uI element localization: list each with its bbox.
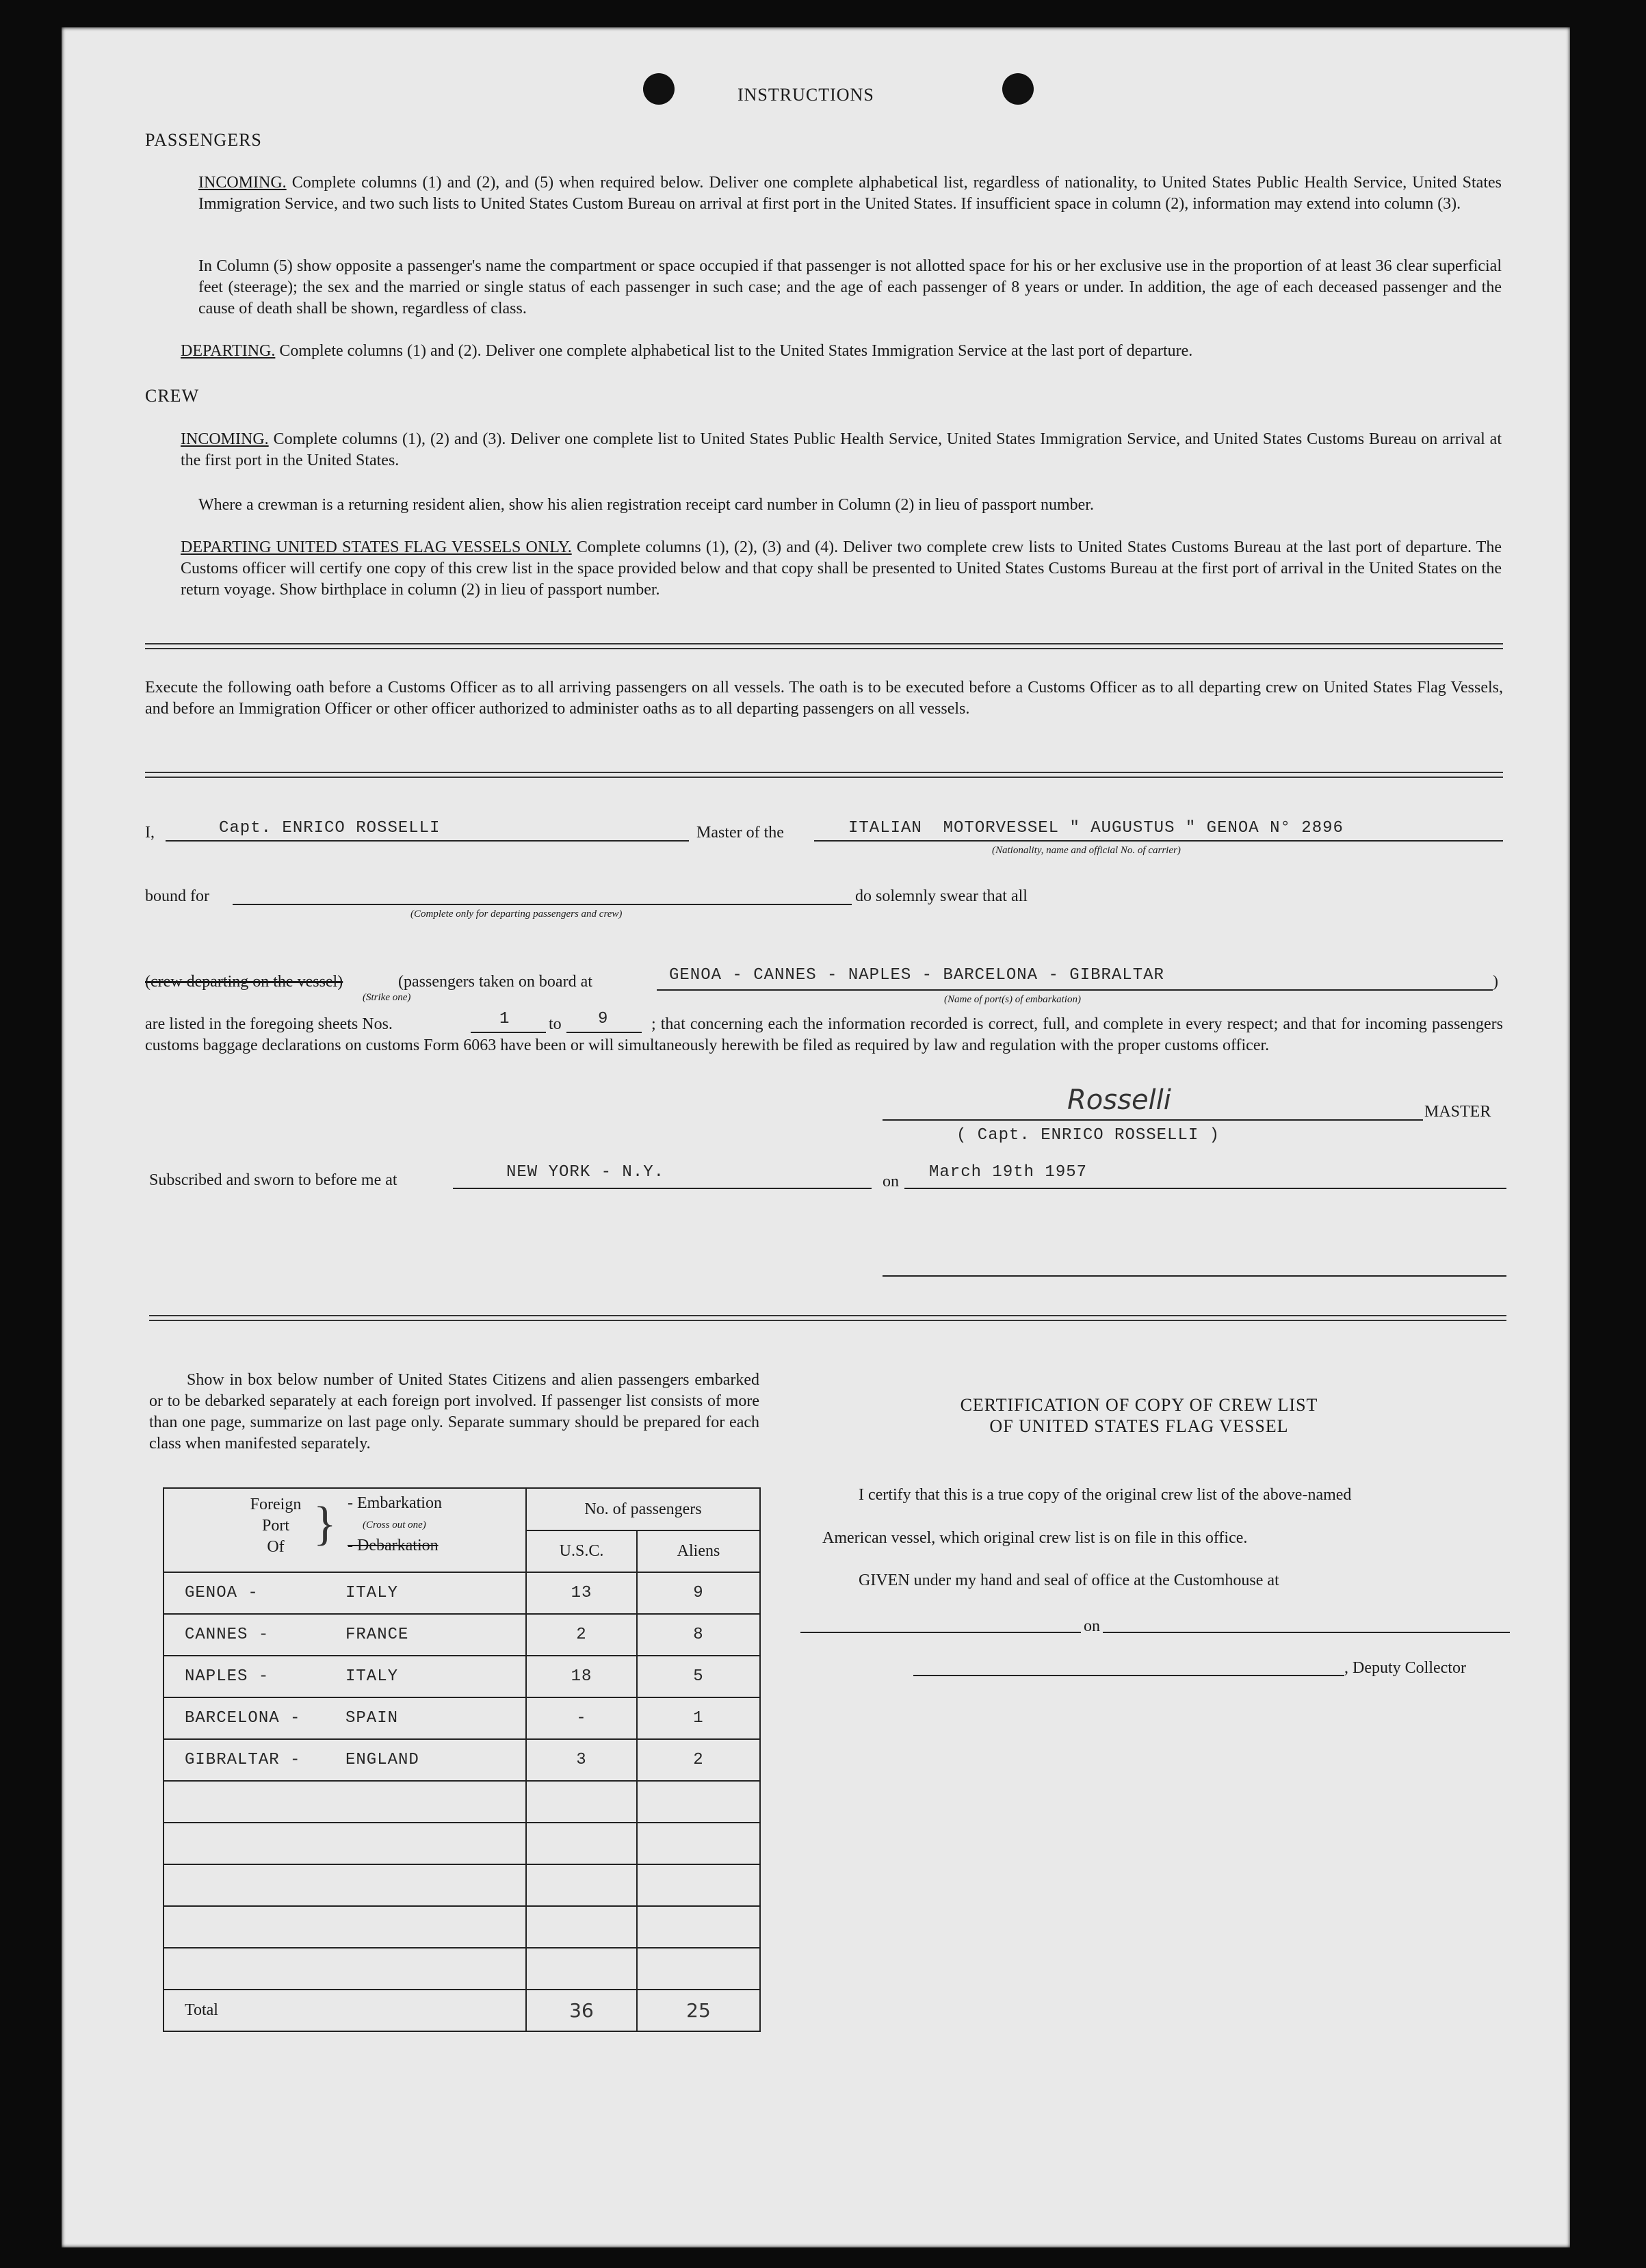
total-usc: 36 — [526, 1990, 637, 2031]
empty-row — [164, 1948, 760, 1990]
vessel-caption: (Nationality, name and official No. of carrier) — [992, 845, 1181, 856]
total-label: Total — [164, 1990, 526, 2031]
aliens-count: 5 — [637, 1656, 760, 1697]
brace-glyph: } — [313, 1498, 337, 1550]
header-aliens: Aliens — [637, 1530, 760, 1572]
master-name: Capt. ENRICO ROSSELLI — [219, 819, 441, 837]
header-foreign: Foreign — [250, 1496, 302, 1513]
ports-field[interactable] — [657, 989, 1493, 991]
passengers-column5: In Column (5) show opposite a passenger's name the compartment or space occupied if that passenger is not allotted space for his or her exclusive use in the proportion of at least 36 clear superficial feet (steerage); the sex and the married or single status of each passenger in such case; and the age of each passenger of 8 years or under. In addition, the age of each deceased passenger and the cause of death shall be shown, regardless of class. — [198, 257, 1502, 317]
listed-label: are listed in the foregoing sheets Nos. — [145, 1015, 393, 1033]
table-row — [164, 1656, 760, 1697]
table-row — [164, 1697, 760, 1739]
embarkation-ports: GENOA - CANNES - NAPLES - BARCELONA - GIBRALTAR — [669, 966, 1164, 985]
deputy-collector-label: , Deputy Collector — [1344, 1659, 1466, 1677]
empty-row — [164, 1906, 760, 1948]
sheet-to: 9 — [598, 1010, 609, 1028]
bound-caption: (Complete only for departing passengers and crew) — [410, 909, 623, 920]
ports-caption: (Name of port(s) of embarkation) — [944, 994, 1081, 1005]
port-cell — [164, 1656, 526, 1697]
passengers-heading: PASSENGERS — [145, 130, 262, 150]
port-name: NAPLES - — [185, 1667, 270, 1686]
passengers-departing-label: DEPARTING. — [181, 342, 276, 360]
port-country: SPAIN — [345, 1709, 399, 1728]
master-of-label: Master of the — [696, 824, 784, 842]
on-label: on — [883, 1173, 899, 1190]
header-of: Of — [267, 1538, 285, 1556]
port-cell — [164, 1572, 526, 1614]
crew-incoming — [181, 429, 1502, 471]
master-name-field[interactable] — [166, 840, 689, 842]
header-embarkation: - Embarkation — [348, 1494, 442, 1512]
port-cell — [164, 1739, 526, 1781]
oath-intro: Execute the following oath before a Customs Officer as to all arriving passengers on all vessels. The oath is to be executed before a Customs Officer as to all departing crew on United States Flag Vessels, and before an Immigration Officer or other officer authorized to administer oaths as to all departing passengers on all vessels. — [145, 679, 1503, 718]
usc-count: 2 — [526, 1614, 637, 1656]
summary-instructions: Show in box below number of United States Citizens and alien passengers embarked or to be debarked separately at each foreign port involved. If passenger list consists of more than one page, summarize on last page only. Separate summary should be prepared for each class when manifested separately. — [149, 1371, 759, 1452]
port-cell — [164, 1614, 526, 1656]
close-paren: ) — [1493, 973, 1498, 991]
master-label: MASTER — [1424, 1103, 1491, 1121]
swear-text: do solemnly swear that all — [855, 887, 1028, 905]
certification-line3: GIVEN under my hand and seal of office at the Customhouse at — [859, 1572, 1279, 1589]
header-usc: U.S.C. — [526, 1530, 637, 1572]
header-no-passengers: No. of passengers — [526, 1488, 760, 1530]
table-header-row — [164, 1488, 760, 1530]
port-header — [164, 1488, 526, 1572]
crew-departing-label: DEPARTING UNITED STATES FLAG VESSELS ONLY. — [181, 538, 572, 556]
to-label: to — [549, 1015, 562, 1033]
passengers-taken: (passengers taken on board at — [398, 973, 592, 991]
certification-title-line2: OF UNITED STATES FLAG VESSEL — [989, 1416, 1289, 1436]
certification-date-field[interactable] — [1103, 1632, 1510, 1633]
crew-departing-struck: (crew departing on the vessel) — [145, 973, 343, 991]
strike-caption: (Strike one) — [363, 992, 411, 1003]
signer-printed-name: ( Capt. ENRICO ROSSELLI ) — [956, 1126, 1220, 1145]
table-row — [164, 1572, 760, 1614]
usc-count: 3 — [526, 1739, 637, 1781]
header-cross-out: (Cross out one) — [363, 1520, 426, 1530]
certification-line1: I certify that this is a true copy of the original crew list of the above-named — [859, 1486, 1352, 1504]
crew-incoming-text: Complete columns (1), (2) and (3). Deliver one complete list to United States Public Health Service, United States Immigration Service, and United States Customs Bureau on arrival at the first port in the United States. — [181, 430, 1502, 469]
crew-departing — [181, 537, 1502, 601]
certification-on-label: on — [1084, 1617, 1100, 1635]
bound-for-field[interactable] — [233, 904, 852, 905]
passengers-incoming — [198, 172, 1502, 215]
table-row — [164, 1739, 760, 1781]
passengers-incoming-label: INCOMING. — [198, 174, 287, 192]
certification-line2: American vessel, which original crew list is on file in this office. — [822, 1529, 1248, 1547]
empty-row — [164, 1864, 760, 1906]
port-cell — [164, 1697, 526, 1739]
port-name: CANNES - — [185, 1626, 270, 1644]
certification-title-line1: CERTIFICATION OF COPY OF CREW LIST — [960, 1395, 1318, 1415]
total-aliens: 25 — [637, 1990, 760, 2031]
sheet-from: 1 — [499, 1010, 510, 1028]
port-name: BARCELONA - — [185, 1709, 301, 1728]
certification-title — [848, 1394, 1430, 1437]
usc-count: - — [526, 1697, 637, 1739]
crew-resident: Where a crewman is a returning resident alien, show his alien registration receipt card number in Column (2) in lieu of passport number. — [198, 496, 1094, 514]
passengers-incoming-text: Complete columns (1) and (2), and (5) when required below. Deliver one complete alphabetical list, regardless of nationality, to United States Public Health Service, United States Immigration Service, and two such lists to United States Custom Bureau on arrival at first port in the United States. If insufficient space in column (2), information may extend into column (3). — [198, 174, 1502, 213]
aliens-count: 9 — [637, 1572, 760, 1614]
bound-for-label: bound for — [145, 887, 209, 905]
port-country: FRANCE — [345, 1626, 409, 1644]
master-signature-line[interactable] — [883, 1119, 1423, 1121]
officer-signature-line[interactable] — [883, 1275, 1506, 1277]
header-debarkation: - Debarkation — [348, 1537, 439, 1554]
port-name: GIBRALTAR - — [185, 1751, 301, 1769]
sworn-place-field[interactable] — [453, 1188, 872, 1189]
page-title: INSTRUCTIONS — [737, 85, 874, 105]
passengers-departing-text: Complete columns (1) and (2). Deliver one complete alphabetical list to the United States Immigration Service at the last port of departure. — [279, 342, 1193, 360]
sworn-date: March 19th 1957 — [929, 1163, 1088, 1182]
passengers-departing — [181, 341, 1502, 362]
sworn-place: NEW YORK - N.Y. — [506, 1163, 665, 1182]
crew-incoming-label: INCOMING. — [181, 430, 269, 448]
divider — [149, 1315, 1506, 1321]
header-port: Port — [261, 1517, 289, 1535]
port-country: ITALY — [345, 1667, 399, 1686]
listed-rest: ; that concerning each the information recorded is correct, full, and complete in every respect; and that for incoming passengers customs baggage declarations on customs Form 6063 have been or will simultaneously herewith be filed as required by law and regulation with the proper customs officer. — [145, 1015, 1503, 1054]
total-row — [164, 1990, 760, 2031]
divider — [145, 643, 1503, 649]
aliens-count: 1 — [637, 1697, 760, 1739]
usc-count: 13 — [526, 1572, 637, 1614]
crew-departing-text: Complete columns (1), (2), (3) and (4). Deliver two complete crew lists to United States Customs Bureau at the last port of departure. The Customs officer will certify one copy of this crew list in the space provided below and that copy shall be presented to United States Customs Bureau at the first port of arrival in the United States on the return voyage. Show birthplace in column (2) in lieu of passport number. — [181, 538, 1502, 599]
punch-hole-right — [1002, 73, 1034, 105]
document-page — [62, 27, 1570, 2247]
divider — [145, 772, 1503, 778]
vessel-field[interactable] — [814, 840, 1503, 842]
empty-row — [164, 1823, 760, 1864]
master-signature: Rosselli — [1067, 1084, 1171, 1116]
table-row — [164, 1614, 760, 1656]
port-country: ENGLAND — [345, 1751, 419, 1769]
sworn-date-field[interactable] — [904, 1188, 1506, 1189]
aliens-count: 8 — [637, 1614, 760, 1656]
punch-hole-left — [643, 73, 675, 105]
deputy-collector-field[interactable] — [913, 1675, 1344, 1676]
usc-count: 18 — [526, 1656, 637, 1697]
port-name: GENOA - — [185, 1584, 259, 1602]
port-country: ITALY — [345, 1584, 399, 1602]
passenger-summary-table — [163, 1487, 761, 2032]
empty-row — [164, 1781, 760, 1823]
vessel-name: ITALIAN MOTORVESSEL " AUGUSTUS " GENOA N° 2896 — [848, 819, 1344, 837]
customhouse-field[interactable] — [800, 1632, 1081, 1633]
i-label: I, — [145, 824, 155, 842]
crew-heading: CREW — [145, 386, 200, 406]
aliens-count: 2 — [637, 1739, 760, 1781]
subscribed-label: Subscribed and sworn to before me at — [149, 1171, 397, 1189]
